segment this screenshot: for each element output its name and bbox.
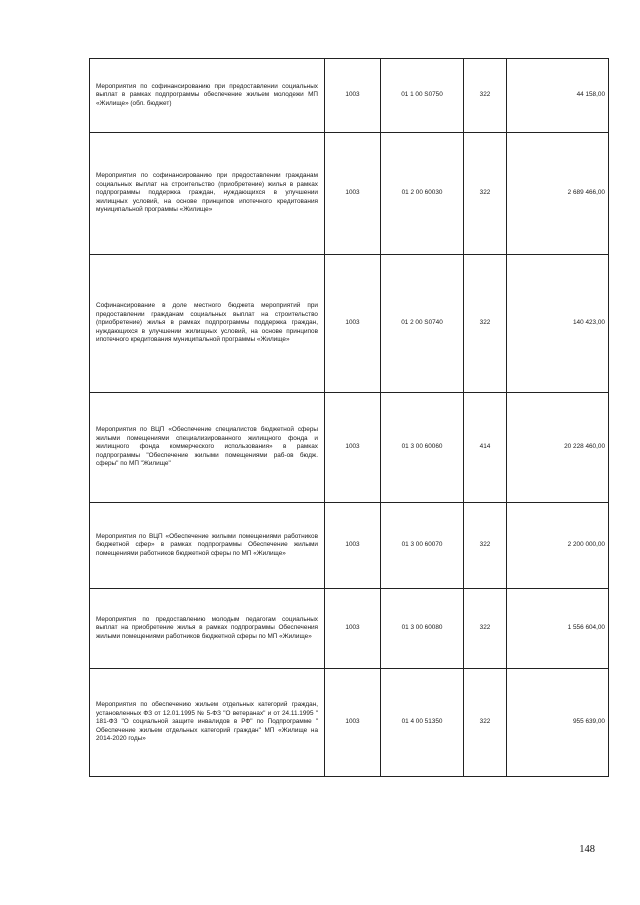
row-target-article: 01 3 00 60060: [381, 393, 464, 503]
row-amount: 2 689 466,00: [507, 133, 609, 255]
row-expense-type: 322: [464, 503, 507, 589]
row-amount: 44 158,00: [507, 59, 609, 133]
row-target-article: 01 2 00 S0740: [381, 255, 464, 393]
row-description: Софинансирование в доле местного бюджета мероприятий при предоставлении гражданам социальных выплат на строительство (приобретение) жилья в рамках подпрограммы поддержка граждан, нуждающихся в улучшении жилищных условий, на основе принципов ипотечного кредитования муниципальной программы «Жилище»: [90, 255, 325, 393]
page-number: 148: [579, 844, 595, 855]
table-row: [90, 589, 609, 669]
row-target-article: 01 4 00 51350: [381, 669, 464, 777]
row-amount: 955 639,00: [507, 669, 609, 777]
table-row: [90, 503, 609, 589]
table-row: [90, 133, 609, 255]
row-expense-type: 322: [464, 59, 507, 133]
table-row: [90, 393, 609, 503]
row-section-code: 1003: [325, 255, 381, 393]
row-expense-type: 322: [464, 255, 507, 393]
budget-table: [89, 58, 609, 777]
row-section-code: 1003: [325, 503, 381, 589]
table-row: [90, 59, 609, 133]
row-expense-type: 414: [464, 393, 507, 503]
row-amount: 1 556 604,00: [507, 589, 609, 669]
row-section-code: 1003: [325, 133, 381, 255]
row-target-article: 01 3 00 60080: [381, 589, 464, 669]
row-expense-type: 322: [464, 133, 507, 255]
row-section-code: 1003: [325, 393, 381, 503]
row-description: Мероприятия по обеспечению жильем отдельных категорий граждан, установленных ФЗ от 12.01.1995 № 5-ФЗ "О ветеранах" и от 24.11.1995 " 181-ФЗ "О социальной защите инвалидов в РФ" по Подпрограмме " Обеспечение жильем отдельных категорий граждан" МП «Жилище на 2014-2020 годы»: [90, 669, 325, 777]
row-section-code: 1003: [325, 589, 381, 669]
row-description: Мероприятия по ВЦП «Обеспечение жилыми помещениями работников бюджетной сфер» в рамках подпрограммы Обеспечение жилыми помещениями работников бюджетной сферы по МП «Жилище»: [90, 503, 325, 589]
row-description: Мероприятия по софинансированию при предоставлении социальных выплат в рамках подпрограммы обеспечение жильем молодежи МП «Жилище» (обл. бюджет): [90, 59, 325, 133]
row-target-article: 01 3 00 60070: [381, 503, 464, 589]
row-amount: 140 423,00: [507, 255, 609, 393]
row-target-article: 01 1 00 S0750: [381, 59, 464, 133]
table-row: [90, 255, 609, 393]
row-section-code: 1003: [325, 59, 381, 133]
row-section-code: 1003: [325, 669, 381, 777]
row-description: Мероприятия по предоставлению молодым педагогам социальных выплат на приобретение жилья в рамках подпрограммы Обеспечения жилыми помещениями работников бюджетной сферы по МП «Жилище»: [90, 589, 325, 669]
row-description: Мероприятия по софинансированию при предоставлении гражданам социальных выплат на строительство (приобретение) жилья в рамках подпрограммы поддержка граждан, нуждающихся в улучшении жилищных условий, на основе принципов ипотечного кредитования муниципальной программы «Жилище»: [90, 133, 325, 255]
row-expense-type: 322: [464, 589, 507, 669]
row-amount: 20 228 460,00: [507, 393, 609, 503]
table-row: [90, 669, 609, 777]
row-amount: 2 200 000,00: [507, 503, 609, 589]
row-description: Мероприятия по ВЦП «Обеспечение специалистов бюджетной сферы жилыми помещениями специализированного жилищного фонда и жилищного фонда коммерческого использования» в рамках подпрограммы "Обеспечение жилыми помещениями раб-ов бюдж. сферы" по МП "Жилище": [90, 393, 325, 503]
row-expense-type: 322: [464, 669, 507, 777]
row-target-article: 01 2 00 60030: [381, 133, 464, 255]
